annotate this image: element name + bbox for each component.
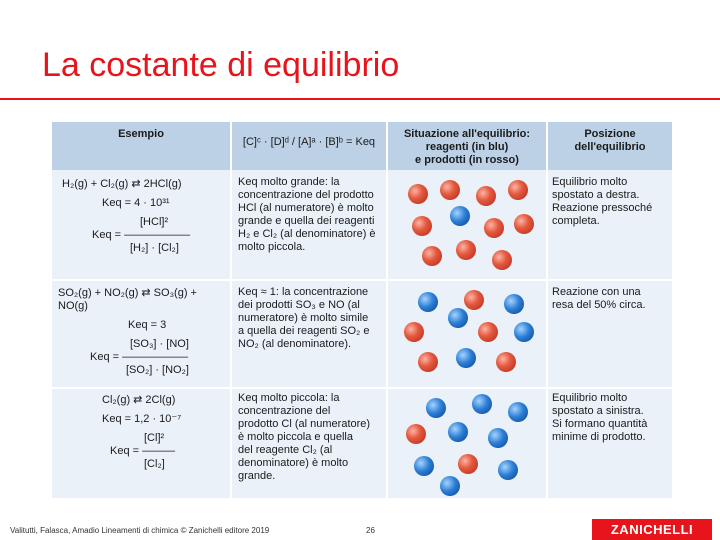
row1-keq-den: [H₂] · [Cl₂] — [130, 242, 179, 254]
row1-desc-line: molto piccola. — [238, 241, 306, 253]
product-molecule — [492, 250, 512, 270]
row2-example — [58, 287, 228, 377]
product-molecule — [484, 218, 504, 238]
publisher-logo: ZANICHELLI — [592, 519, 712, 540]
row2-keq-bar: Keq = —————— — [90, 351, 189, 363]
product-molecule — [418, 352, 438, 372]
product-molecule — [496, 352, 516, 372]
row1-position — [552, 176, 670, 228]
row3-keq-bar: Keq = ——— — [110, 445, 176, 457]
row1-reaction: H₂(g) + Cl₂(g) ⇄ 2HCl(g) — [62, 178, 182, 190]
row2-pos-line: resa del 50% circa. — [552, 299, 646, 311]
reactant-molecule — [448, 422, 468, 442]
row1-description — [238, 176, 384, 254]
row2-desc-line: dei prodotti SO₃ e NO (al — [238, 299, 360, 311]
reactant-molecule — [426, 398, 446, 418]
row3-desc-line: denominatore) è molto — [238, 457, 349, 469]
reactant-molecule — [514, 322, 534, 342]
header-situation-l2: reagenti (in blu) — [425, 141, 509, 153]
row1-keq-num: [HCl]² — [140, 216, 169, 228]
row3-desc-line: grande. — [238, 470, 276, 482]
header-position-l2: dell'equilibrio — [574, 141, 646, 153]
col-divider — [230, 122, 232, 498]
row3-desc-line: Keq molto piccola: la — [238, 392, 340, 404]
row1-desc-line: H₂ e Cl₂ (al denominatore) è — [238, 228, 376, 240]
row3-desc-line: prodotto Cl (al numeratore) — [238, 418, 371, 430]
product-molecule — [456, 240, 476, 260]
row1-desc-line: concentrazione del prodotto — [238, 189, 374, 201]
row1-keq-value: Keq = 4 · 10³¹ — [102, 197, 170, 209]
row1-pos-line: Reazione pressoché — [552, 202, 653, 214]
row1-keq-bar: Keq = —————— — [92, 229, 191, 241]
row1-pos-line: spostato a destra. — [552, 189, 640, 201]
row3-keq-value: Keq = 1,2 · 10⁻⁷ — [102, 413, 182, 425]
product-molecule — [464, 290, 484, 310]
slide-title: La costante di equilibrio — [42, 46, 400, 84]
title-rule — [0, 98, 720, 100]
row3-example — [62, 394, 227, 471]
row3-keq-num: [Cl]² — [144, 432, 165, 444]
product-molecule — [514, 214, 534, 234]
row3-pos-line: Si formano quantità — [552, 418, 648, 430]
row3-desc-line: concentrazione del — [238, 405, 331, 417]
product-molecule — [476, 186, 496, 206]
product-molecule — [422, 246, 442, 266]
reactant-molecule — [448, 308, 468, 328]
page-number: 26 — [366, 526, 375, 535]
reactant-molecule — [498, 460, 518, 480]
row2-desc-line: a quella dei reagenti SO₂ e — [238, 325, 370, 337]
row-divider — [52, 387, 672, 389]
row1-desc-line: grande e quella dei reagenti — [238, 215, 375, 227]
product-molecule — [440, 180, 460, 200]
row3-description — [238, 392, 384, 483]
product-molecule — [458, 454, 478, 474]
footer-credit: Valitutti, Falasca, Amadio Lineamenti di chimica © Zanichelli editore 2019 — [10, 526, 270, 535]
row1-pos-line: completa. — [552, 215, 600, 227]
reactant-molecule — [418, 292, 438, 312]
product-molecule — [478, 322, 498, 342]
header-example: Esempio — [118, 128, 164, 140]
reactant-molecule — [508, 402, 528, 422]
row1-desc-line: HCl (al numeratore) è molto — [238, 202, 374, 214]
reactant-molecule — [456, 348, 476, 368]
reactant-molecule — [440, 476, 460, 496]
row-divider — [52, 279, 672, 281]
row2-description — [238, 286, 384, 351]
row2-keq-value: Keq = 3 — [128, 319, 167, 331]
product-molecule — [408, 184, 428, 204]
row2-pos-line: Reazione con una — [552, 286, 641, 298]
reactant-molecule — [414, 456, 434, 476]
col-divider — [546, 122, 548, 498]
row2-position — [552, 286, 670, 312]
row2-keq-den: [SO₂] · [NO₂] — [126, 364, 189, 376]
reactant-molecule — [488, 428, 508, 448]
row2-reaction: SO₂(g) + NO₂(g) ⇄ SO₃(g) + NO(g) — [58, 287, 197, 312]
reactant-molecule — [450, 206, 470, 226]
row1-pos-line: Equilibrio molto — [552, 176, 628, 188]
row3-reaction: Cl₂(g) ⇄ 2Cl(g) — [102, 394, 176, 406]
header-situation-l3: e prodotti (in rosso) — [415, 154, 519, 166]
col-divider — [386, 122, 388, 498]
row3-keq-den: [Cl₂] — [144, 458, 165, 470]
row3-desc-line: è molto piccola e quella — [238, 431, 353, 443]
equilibrium-table — [52, 122, 672, 498]
product-molecule — [412, 216, 432, 236]
row2-desc-line: numeratore) è molto simile — [238, 312, 369, 324]
row1-desc-line: Keq molto grande: la — [238, 176, 340, 188]
row3-pos-line: minime di prodotto. — [552, 431, 646, 443]
row3-position — [552, 392, 670, 444]
row3-desc-line: del reagente Cl₂ (al — [238, 444, 333, 456]
reactant-molecule — [504, 294, 524, 314]
header-kformula: [C]ᶜ · [D]ᵈ / [A]ᵃ · [B]ᵇ = Keq — [242, 136, 376, 148]
row3-pos-line: Equilibrio molto — [552, 392, 628, 404]
row2-desc-line: NO₂ (al denominatore). — [238, 338, 352, 350]
header-position-l1: Posizione — [584, 128, 636, 140]
product-molecule — [404, 322, 424, 342]
row2-keq-num: [SO₃] · [NO] — [130, 338, 189, 350]
reactant-molecule — [472, 394, 492, 414]
header-situation-l1: Situazione all'equilibrio: — [403, 128, 531, 140]
row1-example — [62, 178, 227, 255]
product-molecule — [508, 180, 528, 200]
row2-desc-line: Keq ≈ 1: la concentrazione — [238, 286, 369, 298]
row3-pos-line: spostato a sinistra. — [552, 405, 644, 417]
product-molecule — [406, 424, 426, 444]
